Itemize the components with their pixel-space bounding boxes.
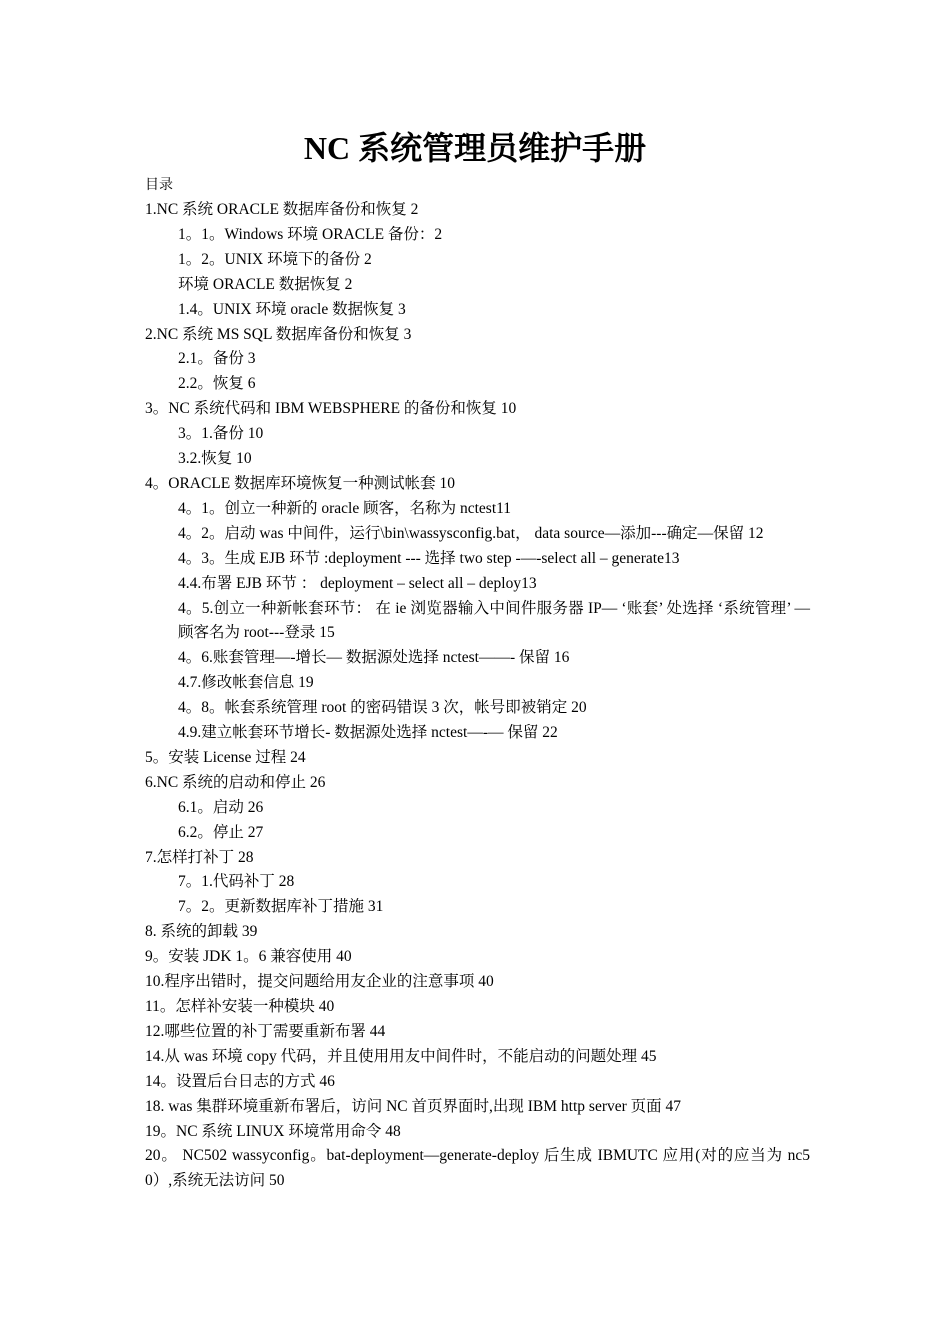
toc-entry: 4.7.修改帐套信息 19 bbox=[178, 674, 314, 692]
toc-entry: 3.2.恢复 10 bbox=[178, 450, 252, 468]
toc-entry: 2.2。恢复 6 bbox=[178, 375, 256, 393]
toc-entry: 12.哪些位置的补丁需要重新布署 44 bbox=[145, 1022, 386, 1040]
toc-entry: 5。安装 License 过程 24 bbox=[145, 748, 306, 766]
toc-entry: 14.从 was 环境 copy 代码，并且使用用友中间件时，不能启动的问题处理 45 bbox=[145, 1047, 657, 1065]
toc-entry: 4。2。启动 was 中间件，运行\bin\wassysconfig.bat， data source—添加---确定—保留 12 bbox=[178, 524, 764, 542]
toc-entry: 4。ORACLE 数据库环境恢复一种测试帐套 10 bbox=[145, 474, 456, 492]
toc-entry: 1.NC 系统 ORACLE 数据库备份和恢复 2 bbox=[145, 201, 419, 218]
toc-entry: 4。6.账套管理—-增长— 数据源处选择 nctest——- 保留 16 bbox=[178, 649, 570, 667]
toc-entry: 14。设置后台日志的方式 46 bbox=[145, 1072, 335, 1090]
toc-entry: 7。1.代码补丁 28 bbox=[178, 873, 295, 891]
toc-entry: 7.怎样打补丁 28 bbox=[145, 848, 254, 866]
toc-entry: 环境 ORACLE 数据恢复 2 bbox=[178, 275, 353, 293]
toc-entry: 7。2。更新数据库补丁措施 31 bbox=[178, 898, 384, 916]
toc-entry: 20。 NC502 wassyconfig。bat-deployment—generate-deploy 后生成 IBMUTC 应用(对的应当为 nc50）,系统无法访问 50 bbox=[145, 1147, 810, 1190]
toc-entry: 11。怎样补安装一种模块 40 bbox=[145, 998, 335, 1015]
toc-entry: 3。NC 系统代码和 IBM WEBSPHERE 的备份和恢复 10 bbox=[145, 400, 517, 418]
toc-label: 目录 bbox=[145, 178, 173, 193]
toc-entry: 1.4。UNIX 环境 oracle 数据恢复 3 bbox=[178, 300, 406, 318]
toc-entry: 18. was 集群环境重新布署后，访问 NC 首页界面时,出现 IBM http server 页面 47 bbox=[145, 1097, 682, 1115]
toc-entry: 1。1。Windows 环境 ORACLE 备份：2 bbox=[178, 225, 443, 243]
toc-entry: 4。8。帐套系统管理 root 的密码错误 3 次，帐号即被销定 20 bbox=[178, 699, 587, 717]
toc-entry: 4。3。生成 EJB 环节 :deployment --- 选择 two step -—-select all – generate13 bbox=[178, 549, 680, 567]
toc-entry: 4。1。创立一种新的 oracle 顾客，名称为 nctest11 bbox=[178, 499, 512, 517]
toc-entry: 4。5.创立一种新帐套环节： 在 ie 浏览器输入中间件服务器 IP— ‘账套’ 处选择 ‘系统管理’ —顾客名为 root---登录 15 bbox=[178, 599, 810, 642]
toc-entry: 6.NC 系统的启动和停止 26 bbox=[145, 773, 326, 791]
toc-entry: 9。安装 JDK 1。6 兼容使用 40 bbox=[145, 948, 352, 966]
toc-entry: 8. 系统的卸载 39 bbox=[145, 923, 258, 941]
toc-entry: 3。1.备份 10 bbox=[178, 425, 264, 443]
toc-entry: 6.2。停止 27 bbox=[178, 823, 264, 841]
toc-entry: 19。NC 系统 LINUX 环境常用命令 48 bbox=[145, 1122, 401, 1140]
toc-entry: 10.程序出错时，提交问题给用友企业的注意事项 40 bbox=[145, 973, 494, 991]
toc-entry: 4.4.布署 EJB 环节 ： deployment – select all – deploy13 bbox=[178, 574, 537, 592]
toc-entry: 2.NC 系统 MS SQL 数据库备份和恢复 3 bbox=[145, 325, 412, 343]
document-title: NC 系统管理员维护手册 bbox=[303, 130, 647, 166]
table-of-contents bbox=[145, 198, 810, 1194]
toc-entry: 6.1。启动 26 bbox=[178, 798, 264, 816]
toc-entry: 4.9.建立帐套环节增长- 数据源处选择 nctest—-— 保留 22 bbox=[178, 724, 558, 742]
toc-entry: 2.1。备份 3 bbox=[178, 350, 256, 368]
toc-entry: 1。2。UNIX 环境下的备份 2 bbox=[178, 250, 372, 268]
